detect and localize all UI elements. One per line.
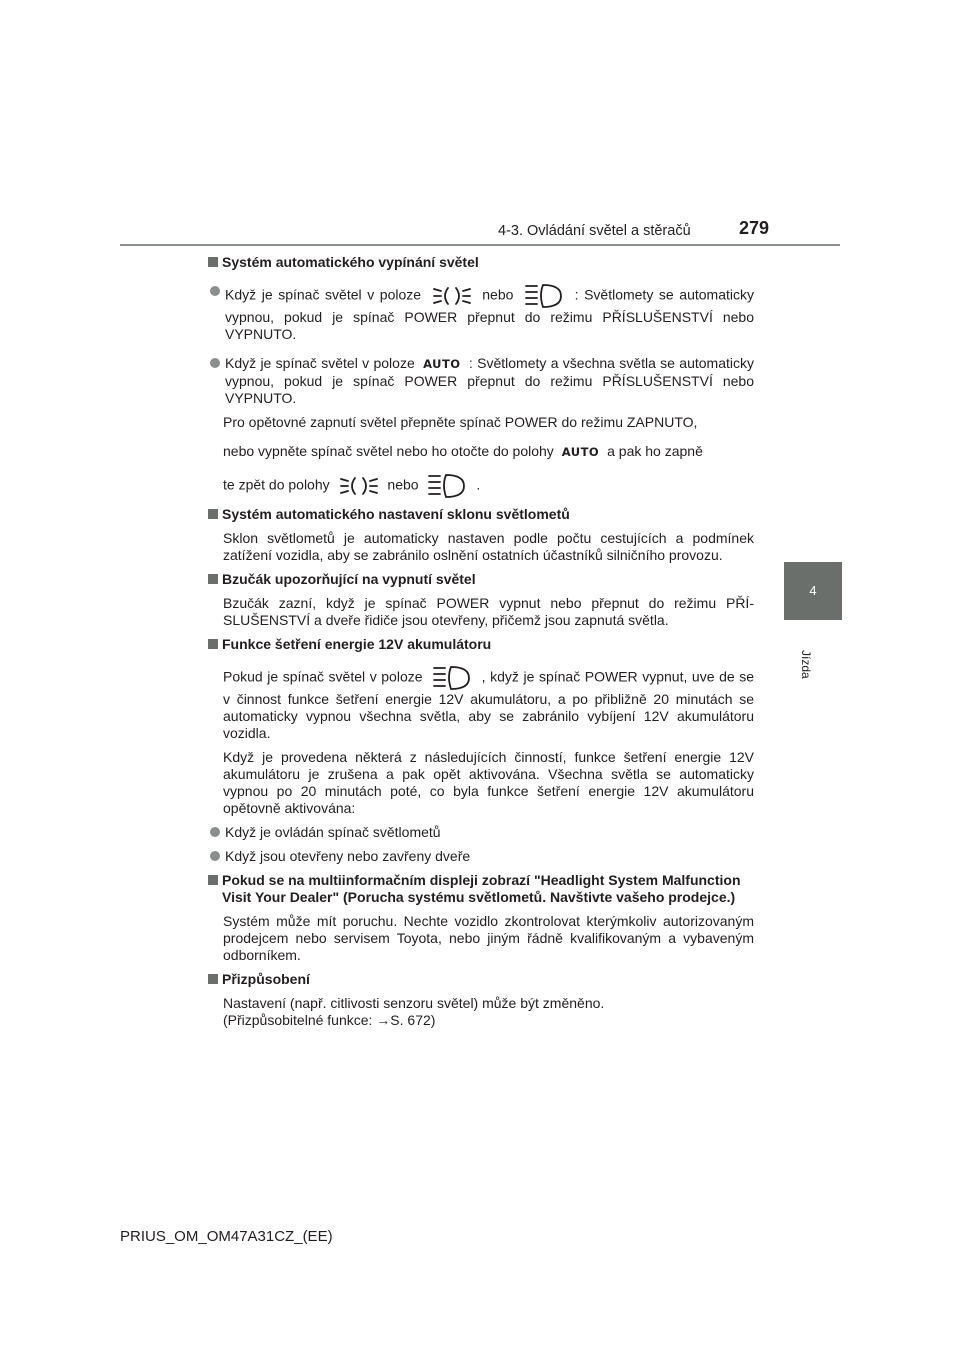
bullet-doors: Když jsou otevřeny nebo zavřeny dveře xyxy=(208,848,754,865)
headlight-switch-icon xyxy=(428,473,466,499)
paragraph-reactivate-3: te zpět do polohy nebo . xyxy=(223,473,754,499)
paragraph-buzzer: Bzučák zazní, když je spínač POWER vypnut nebo přepnut do režimu PŘÍSLUŠENSTVÍ a dveře řidiče jsou otevřeny, přičemž jsou zapnutá světla. xyxy=(223,595,754,628)
auto-position-label: AUTO xyxy=(561,445,600,459)
headlight-switch-icon xyxy=(525,283,563,309)
heading-auto-off: Systém automatického vypínání světel xyxy=(208,254,754,271)
header-divider xyxy=(120,244,840,246)
paragraph-malfunction: Systém může mít poruchu. Nechte vozidlo zkontrolovat kterýmkoliv autorizovaným prodejcem nebo servisem Toyota, nebo jiným řádně kvalifikovaným a vybaveným odborníkem. xyxy=(223,913,754,963)
paragraph-customization-2: (Přizpůsobitelné funkce: →S. 672) xyxy=(223,1012,436,1028)
heading-battery-saver: Funkce šetření energie 12V akumulátoru xyxy=(208,636,754,653)
page-number: 279 xyxy=(739,218,770,238)
heading-leveling: Systém automatického nastavení sklonu světlometů xyxy=(208,506,754,523)
paragraph-leveling: Sklon světlometů je automaticky nastaven podle počtu cestujících a podmínek zatížení vozidla, aby se zabránilo oslnění ostatních účastníků silničního provozu. xyxy=(223,530,754,563)
chapter-tab[interactable]: 4 xyxy=(784,562,842,620)
paragraph-reactivate-1: Pro opětovné zapnutí světel přepněte spínač POWER do režimu ZAPNUTO, xyxy=(223,414,698,430)
chapter-label: Jízda xyxy=(799,650,813,679)
bullet-tail-head: Když je spínač světel v poloze nebo : Světlomety se automaticky vypnou, pokud je spínač POWER přepnut do režimu PŘÍSLUŠENSTVÍ nebo VYPNUTO. xyxy=(208,283,754,343)
heading-buzzer: Bzučák upozorňující na vypnutí světel xyxy=(208,571,754,588)
heading-malfunction: Pokud se na multiinformačním displeji zobrazí "Headlight System Malfunction Visit Your Dealer" (Porucha systému světlometů. Navštivte vašeho prodejce.) xyxy=(208,872,754,906)
paragraph-battery-1: Pokud je spínač světel v poloze , když je spínač POWER vypnut, uve de se v činnost funkce šetření energie 12V akumulátoru, a po přibližně 20 minutách se automaticky vypnou všechna světla, aby se zabránilo vybíjení 12V akumulátoru vozidla. xyxy=(223,665,754,742)
paragraph-reactivate-2: nebo vypněte spínač světel nebo ho otočte do polohy AUTO a pak ho zapně xyxy=(223,443,703,459)
page-content xyxy=(208,254,754,1036)
tail-light-switch-icon xyxy=(340,475,378,497)
section-title: 4-3. Ovládání světel a stěračů xyxy=(498,223,691,239)
footer-code: PRIUS_OM_OM47A31CZ_(EE) xyxy=(120,1228,333,1245)
headlight-switch-icon xyxy=(433,665,471,691)
tail-light-switch-icon xyxy=(433,285,471,307)
paragraph-customization-1: Nastavení (např. citlivosti senzoru světel) může být změněno. xyxy=(223,995,605,1011)
heading-customization: Přizpůsobení xyxy=(208,971,754,988)
bullet-headlight-operated: Když je ovládán spínač světlometů xyxy=(208,824,754,841)
bullet-auto: Když je spínač světel v poloze AUTO : Světlomety a všechna světla se automaticky vypnou, pokud je spínač POWER přepnut do režimu PŘÍSLUŠENSTVÍ nebo VYPNUTO. xyxy=(208,355,754,407)
paragraph-battery-2: Když je provedena některá z následujících činností, funkce šetření energie 12V akumulátoru je zrušena a pak opět aktivována. Všechna světla se automaticky vypnou po 20 minutách poté, co byla funkce šetření energie 12V akumulátoru opětovně aktivována: xyxy=(223,749,754,816)
auto-position-label: AUTO xyxy=(423,357,461,371)
